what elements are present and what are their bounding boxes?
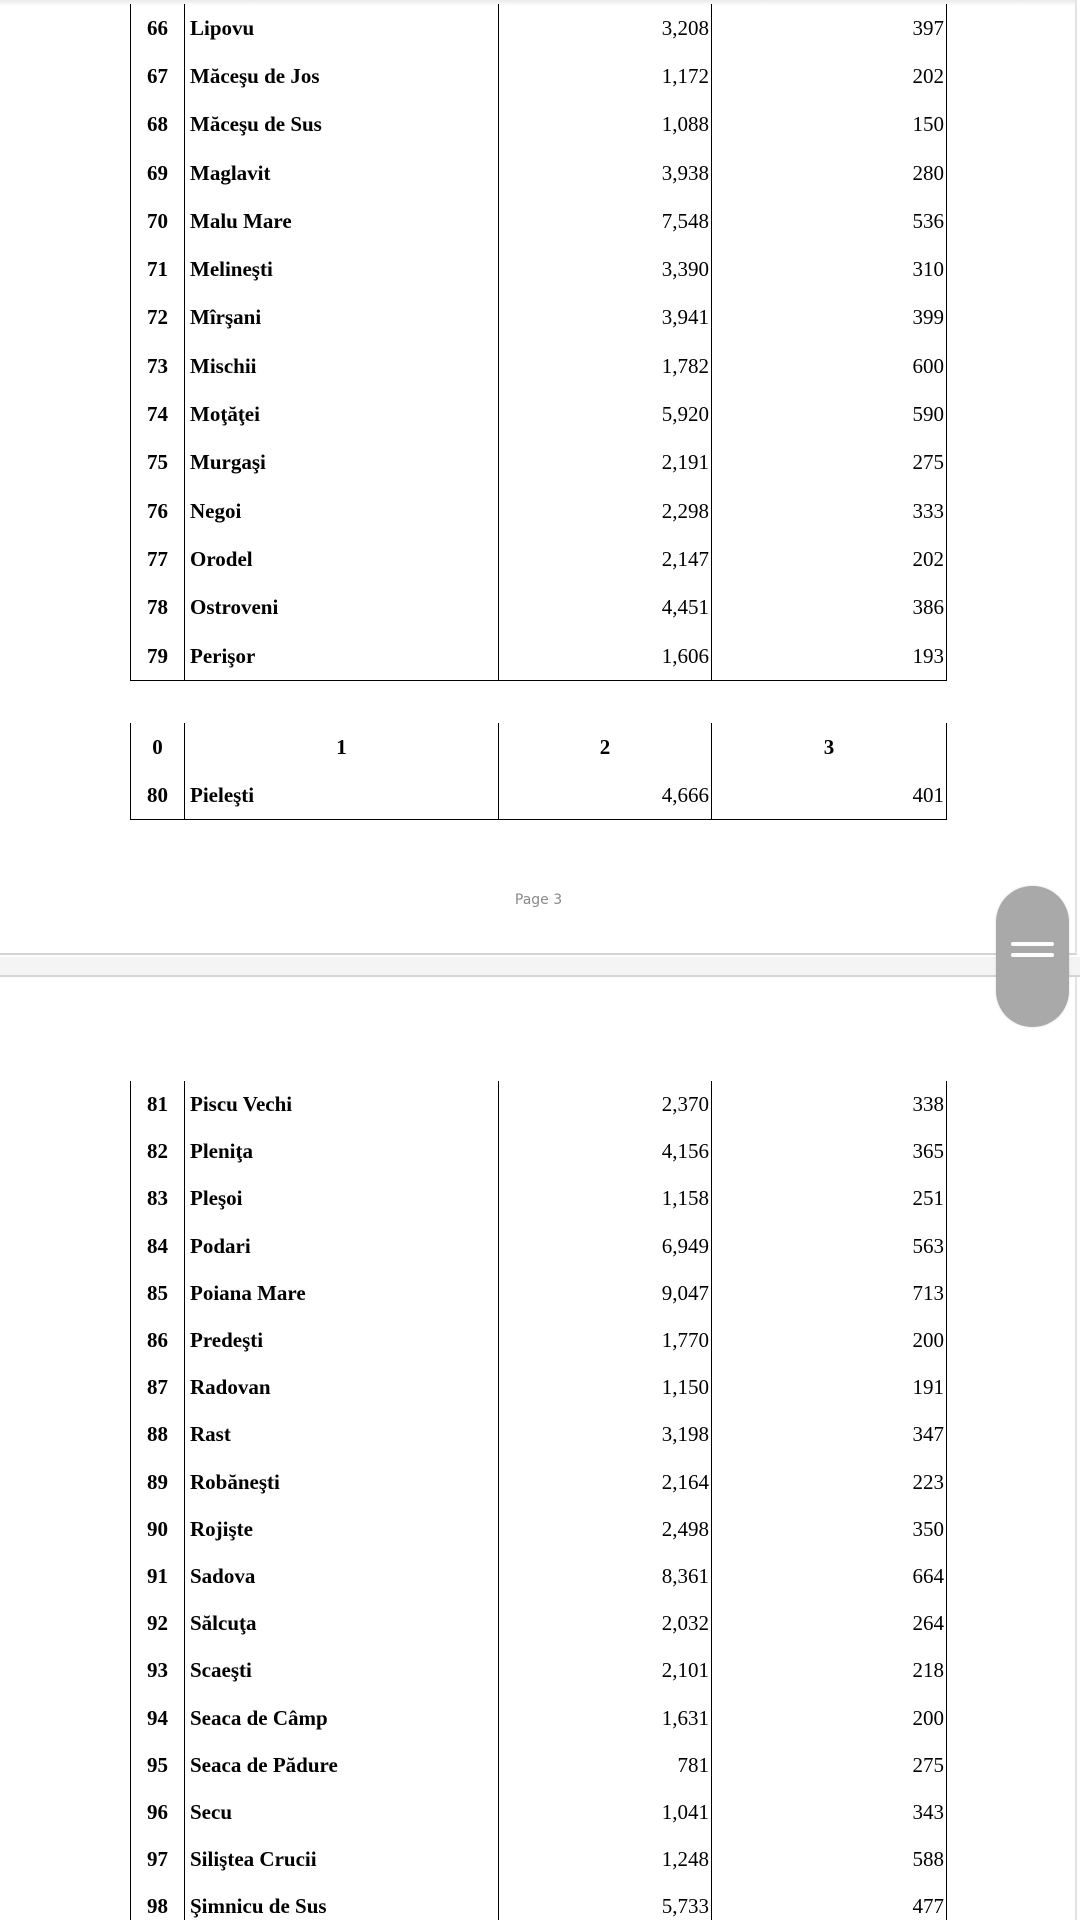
value-col-2: 3,208 [499,4,712,52]
commune-name: Podari [185,1223,499,1270]
value-col-3: 664 [712,1553,947,1600]
table-body [131,723,947,820]
value-col-2: 2,298 [499,487,712,535]
value-col-3: 200 [712,1694,947,1741]
value-col-2: 1,606 [499,632,712,681]
value-col-3: 264 [712,1600,947,1647]
table-row [131,1694,947,1741]
commune-name: Sălcuţa [185,1600,499,1647]
value-col-3: 193 [712,632,947,681]
commune-name: Lipovu [185,4,499,52]
value-col-2: 4,666 [499,771,712,820]
table-row [131,1317,947,1364]
value-col-2: 781 [499,1742,712,1789]
commune-name: Mischii [185,342,499,390]
row-number: 83 [131,1175,185,1222]
row-number: 66 [131,4,185,52]
value-col-2: 8,361 [499,1553,712,1600]
commune-name: Rast [185,1411,499,1458]
table-row [131,487,947,535]
row-number: 95 [131,1742,185,1789]
row-number: 79 [131,632,185,681]
value-col-2: 1,631 [499,1694,712,1741]
table-row [131,535,947,583]
commune-name: Seaca de Pădure [185,1742,499,1789]
value-col-2: 2,101 [499,1647,712,1694]
row-number: 90 [131,1506,185,1553]
row-number: 74 [131,390,185,438]
commune-name: Măceşu de Jos [185,52,499,100]
value-col-3: 588 [712,1836,947,1883]
row-number: 70 [131,197,185,245]
header-cell-2: 2 [499,723,712,771]
table-row [131,1081,947,1128]
value-col-3: 401 [712,771,947,820]
commune-name: Predeşti [185,1317,499,1364]
value-col-3: 365 [712,1128,947,1175]
value-col-3: 310 [712,245,947,293]
value-col-2: 1,150 [499,1364,712,1411]
document-page-3 [0,0,1077,955]
value-col-3: 280 [712,149,947,197]
commune-name: Rojişte [185,1506,499,1553]
value-col-2: 2,164 [499,1459,712,1506]
value-col-3: 563 [712,1223,947,1270]
value-col-3: 275 [712,439,947,487]
value-col-3: 191 [712,1364,947,1411]
page-separator [0,957,1080,977]
row-number: 94 [131,1694,185,1741]
table-row [131,1883,947,1920]
table-row [131,584,947,632]
commune-name: Măceşu de Sus [185,101,499,149]
value-col-3: 350 [712,1506,947,1553]
table-row [131,439,947,487]
commune-name: Moţăţei [185,390,499,438]
table-row [131,1789,947,1836]
commune-name: Seaca de Câmp [185,1694,499,1741]
commune-name: Mîrşani [185,294,499,342]
value-col-2: 6,949 [499,1223,712,1270]
value-col-2: 3,198 [499,1411,712,1458]
table-row [131,245,947,293]
data-table-bottom [130,1081,947,1920]
row-number: 77 [131,535,185,583]
commune-name: Robăneşti [185,1459,499,1506]
commune-name: Siliştea Crucii [185,1836,499,1883]
value-col-2: 2,191 [499,439,712,487]
commune-name: Pleniţa [185,1128,499,1175]
value-col-2: 1,248 [499,1836,712,1883]
value-col-3: 223 [712,1459,947,1506]
data-table-top [130,4,947,681]
page-number-label: Page 3 [514,892,563,908]
table-row [131,149,947,197]
value-col-2: 5,920 [499,390,712,438]
row-number: 76 [131,487,185,535]
value-col-3: 338 [712,1081,947,1128]
row-number: 85 [131,1270,185,1317]
data-table-mid [130,723,947,820]
header-cell-0: 0 [131,723,185,771]
table-row [131,771,947,820]
value-col-2: 1,088 [499,101,712,149]
row-number: 84 [131,1223,185,1270]
value-col-2: 7,548 [499,197,712,245]
table-row [131,1175,947,1222]
value-col-3: 386 [712,584,947,632]
table-row [131,632,947,681]
header-cell-1: 1 [185,723,499,771]
value-col-2: 4,451 [499,584,712,632]
commune-name: Melineşti [185,245,499,293]
row-number: 92 [131,1600,185,1647]
table-row [131,1836,947,1883]
table-row [131,1411,947,1458]
value-col-2: 1,172 [499,52,712,100]
table-row [131,1600,947,1647]
commune-name: Pieleşti [185,771,499,820]
value-col-2: 3,390 [499,245,712,293]
value-col-2: 2,370 [499,1081,712,1128]
commune-name: Poiana Mare [185,1270,499,1317]
value-col-3: 275 [712,1742,947,1789]
row-number: 96 [131,1789,185,1836]
value-col-3: 347 [712,1411,947,1458]
value-col-2: 2,032 [499,1600,712,1647]
row-number: 69 [131,149,185,197]
value-col-3: 150 [712,101,947,149]
value-col-2: 2,147 [499,535,712,583]
row-number: 91 [131,1553,185,1600]
scrollbar-thumb[interactable] [996,886,1069,1027]
table-body [131,1081,947,1920]
table-row [131,1364,947,1411]
scroll-grip-icon [1011,942,1054,946]
scroll-grip-icon [1011,953,1054,957]
table-row [131,1459,947,1506]
table-row [131,1223,947,1270]
row-number: 71 [131,245,185,293]
value-col-3: 202 [712,52,947,100]
value-col-2: 3,938 [499,149,712,197]
value-col-2: 4,156 [499,1128,712,1175]
value-col-3: 202 [712,535,947,583]
commune-name: Malu Mare [185,197,499,245]
table-row [131,101,947,149]
value-col-2: 1,770 [499,1317,712,1364]
commune-name: Perişor [185,632,499,681]
row-number: 89 [131,1459,185,1506]
value-col-3: 218 [712,1647,947,1694]
value-col-2: 1,158 [499,1175,712,1222]
commune-name: Sadova [185,1553,499,1600]
table-row [131,1647,947,1694]
row-number: 86 [131,1317,185,1364]
commune-name: Scaeşti [185,1647,499,1694]
row-number: 80 [131,771,185,820]
row-number: 67 [131,52,185,100]
table-row [131,4,947,52]
value-col-3: 477 [712,1883,947,1920]
commune-name: Murgaşi [185,439,499,487]
value-col-2: 3,941 [499,294,712,342]
table-row [131,197,947,245]
value-col-2: 1,782 [499,342,712,390]
value-col-3: 200 [712,1317,947,1364]
value-col-3: 333 [712,487,947,535]
value-col-3: 399 [712,294,947,342]
row-number: 87 [131,1364,185,1411]
row-number: 82 [131,1128,185,1175]
table-row [131,1742,947,1789]
value-col-2: 5,733 [499,1883,712,1920]
commune-name: Ostroveni [185,584,499,632]
table-row [131,1270,947,1317]
value-col-3: 600 [712,342,947,390]
value-col-3: 713 [712,1270,947,1317]
row-number: 72 [131,294,185,342]
value-col-2: 9,047 [499,1270,712,1317]
commune-name: Secu [185,1789,499,1836]
commune-name: Orodel [185,535,499,583]
table-row [131,1128,947,1175]
commune-name: Piscu Vechi [185,1081,499,1128]
header-cell-3: 3 [712,723,947,771]
commune-name: Şimnicu de Sus [185,1883,499,1920]
value-col-3: 251 [712,1175,947,1222]
row-number: 81 [131,1081,185,1128]
commune-name: Maglavit [185,149,499,197]
commune-name: Radovan [185,1364,499,1411]
row-number: 68 [131,101,185,149]
table-header-row [131,723,947,771]
row-number: 93 [131,1647,185,1694]
value-col-3: 343 [712,1789,947,1836]
table-row [131,390,947,438]
value-col-3: 536 [712,197,947,245]
row-number: 97 [131,1836,185,1883]
table-row [131,294,947,342]
table-body [131,4,947,681]
row-number: 78 [131,584,185,632]
table-row [131,52,947,100]
table-row [131,342,947,390]
value-col-3: 397 [712,4,947,52]
row-number: 98 [131,1883,185,1920]
commune-name: Negoi [185,487,499,535]
table-row [131,1506,947,1553]
row-number: 73 [131,342,185,390]
value-col-2: 1,041 [499,1789,712,1836]
value-col-3: 590 [712,390,947,438]
row-number: 75 [131,439,185,487]
commune-name: Pleşoi [185,1175,499,1222]
row-number: 88 [131,1411,185,1458]
table-row [131,1553,947,1600]
value-col-2: 2,498 [499,1506,712,1553]
